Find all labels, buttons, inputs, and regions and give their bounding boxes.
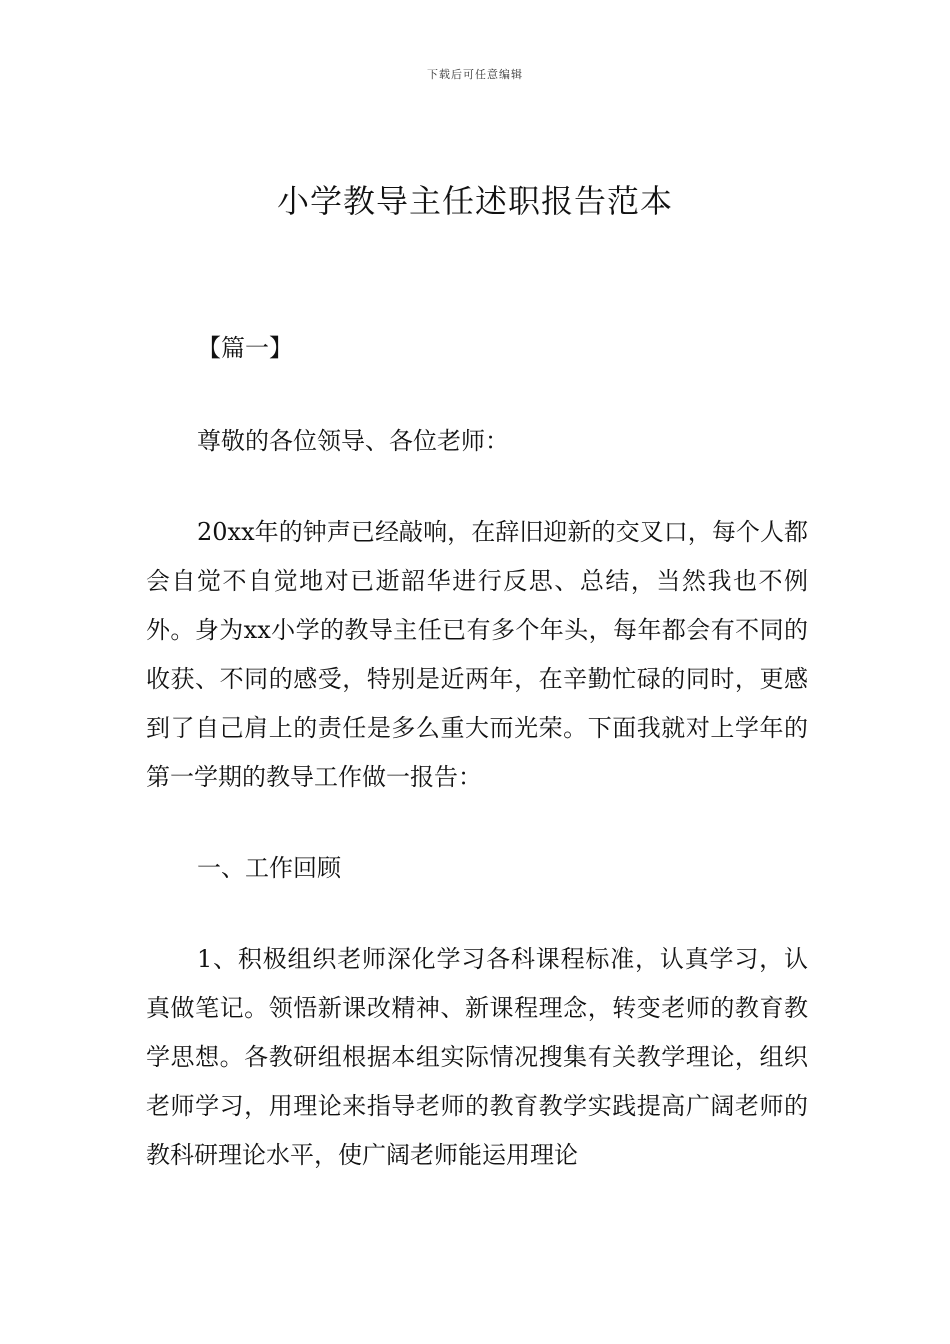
document-body [146, 324, 808, 1180]
section-heading-work-review: 一、工作回顾 [197, 854, 341, 882]
greeting-paragraph: 尊敬的各位领导、各位老师： [197, 427, 509, 455]
section-tag: 【篇一】 [197, 334, 293, 362]
intro-paragraph: 20xx年的钟声已经敲响，在辞旧迎新的交叉口，每个人都会自觉不自觉地对已逝韶华进行反思、总结，当然我也不例外。身为xx小学的教导主任已有多个年头，每年都会有不同的收获、不同的感受，特别是近两年，在辛勤忙碌的同时，更感到了自己肩上的责任是多么重大而光荣。下面我就对上学年的第一学期的教导工作做一报告： [146, 518, 808, 791]
header-note: 下载后可任意编辑 [427, 68, 523, 81]
document-title: 小学教导主任述职报告范本 [276, 182, 673, 220]
item-paragraph-1: 1、积极组织老师深化学习各科课程标准，认真学习，认真做笔记。领悟新课改精神、新课程理念，转变老师的教育教学思想。各教研组根据本组实际情况搜集有关教学理论，组织老师学习，用理论来指导老师的教育教学实践提高广阔老师的教科研理论水平，使广阔老师能运用理论 [146, 945, 808, 1169]
